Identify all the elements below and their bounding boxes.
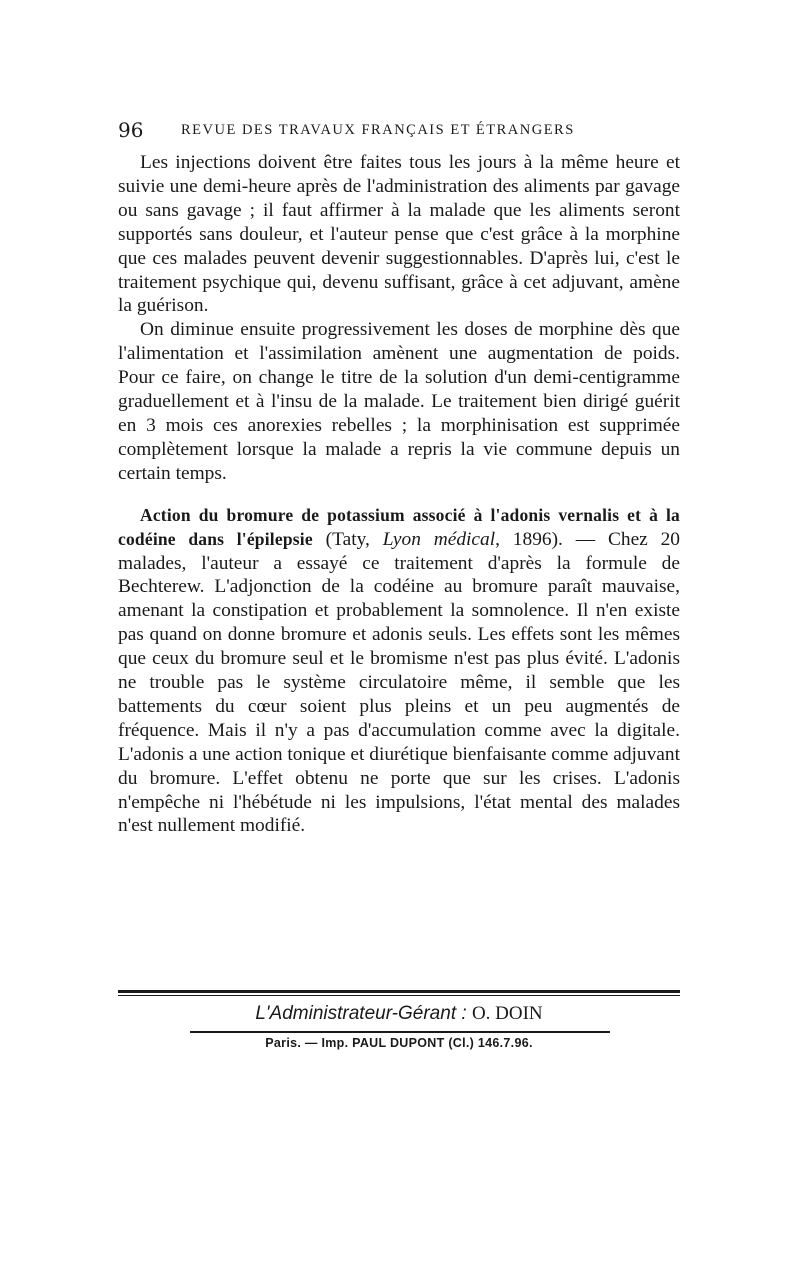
section-body: Chez 20 malades, l'auteur a essayé ce traitement d'après la formule de Bechterew. L'adjonction de la codéine au bromure paraît mauvaise, amenant la constipation et probablement la somnolence. Il n'en existe pas quand on donne bromure et adonis seuls. Les effets sont les mêmes que ceux du bromure seul et le bromisme n'est pas plus évité. L'adonis ne trouble pas le système circulatoire même, il semble que les battements du cœur soient plus pleins et un peu augmentés de fréquence. Mais il n'y a pas d'accumulation comme avec la digitale. L'adonis a une action tonique et diurétique bienfaisante comme adjuvant du bromure. L'effet obtenu ne porte que sur les crises. L'adonis n'empêche ni l'hébétude ni les impulsions, l'état mental des malades n'est nullement modifié. [118,528,680,837]
article-body [118,151,680,838]
running-title: REVUE DES TRAVAUX FRANÇAIS ET ÉTRANGERS [181,122,575,138]
paragraph: Les injections doivent être faites tous les jours à la même heure et suivie une demi-heure après de l'administration des aliments par gavage ou sans gavage ; il faut affirmer à la malade que les aliments seront supportés sans douleur, et l'auteur pense que c'est grâce à la morphine que ces malades peuvent devenir suggestionnables. D'après lui, c'est le traitement psychique qui, devenu suffisant, grâce à cet adjuvant, amène la guérison. [118,152,680,317]
citation-open: (Taty, [312,528,383,550]
page-footer [118,990,680,1050]
imprint-line: Paris. — Imp. PAUL DUPONT (Cl.) 146.7.96. [265,1036,533,1050]
gerant-name: O. DOIN [471,1003,543,1024]
section-paragraph [118,504,680,839]
footer-rule-thin [118,995,680,996]
citation-close: , 1896). — [495,528,608,550]
footer-rule-thick [118,990,680,993]
gerant-line [118,1003,680,1025]
gerant-role: L'Administrateur-Gérant : [255,1003,467,1024]
section-title: Action du bromure de potassium associé à l'adonis vernalis et à la codéine dans l'épilepsie [118,504,680,549]
page-number: 96 [118,118,144,142]
citation-journal: Lyon médical [382,528,496,550]
page-header [118,118,680,146]
imprint-rule [190,1031,610,1033]
paragraph: On diminue ensuite progressivement les doses de morphine dès que l'alimentation et l'assimilation amènent une augmentation de poids. Pour ce faire, on change le titre de la solution d'un demi-centigramme graduellement et à l'insu de la malade. Le traitement bien dirigé guérit en 3 mois ces anorexies rebelles ; la morphinisation est supprimée complètement lorsque la malade a repris la vie commune depuis un certain temps. [118,319,680,484]
